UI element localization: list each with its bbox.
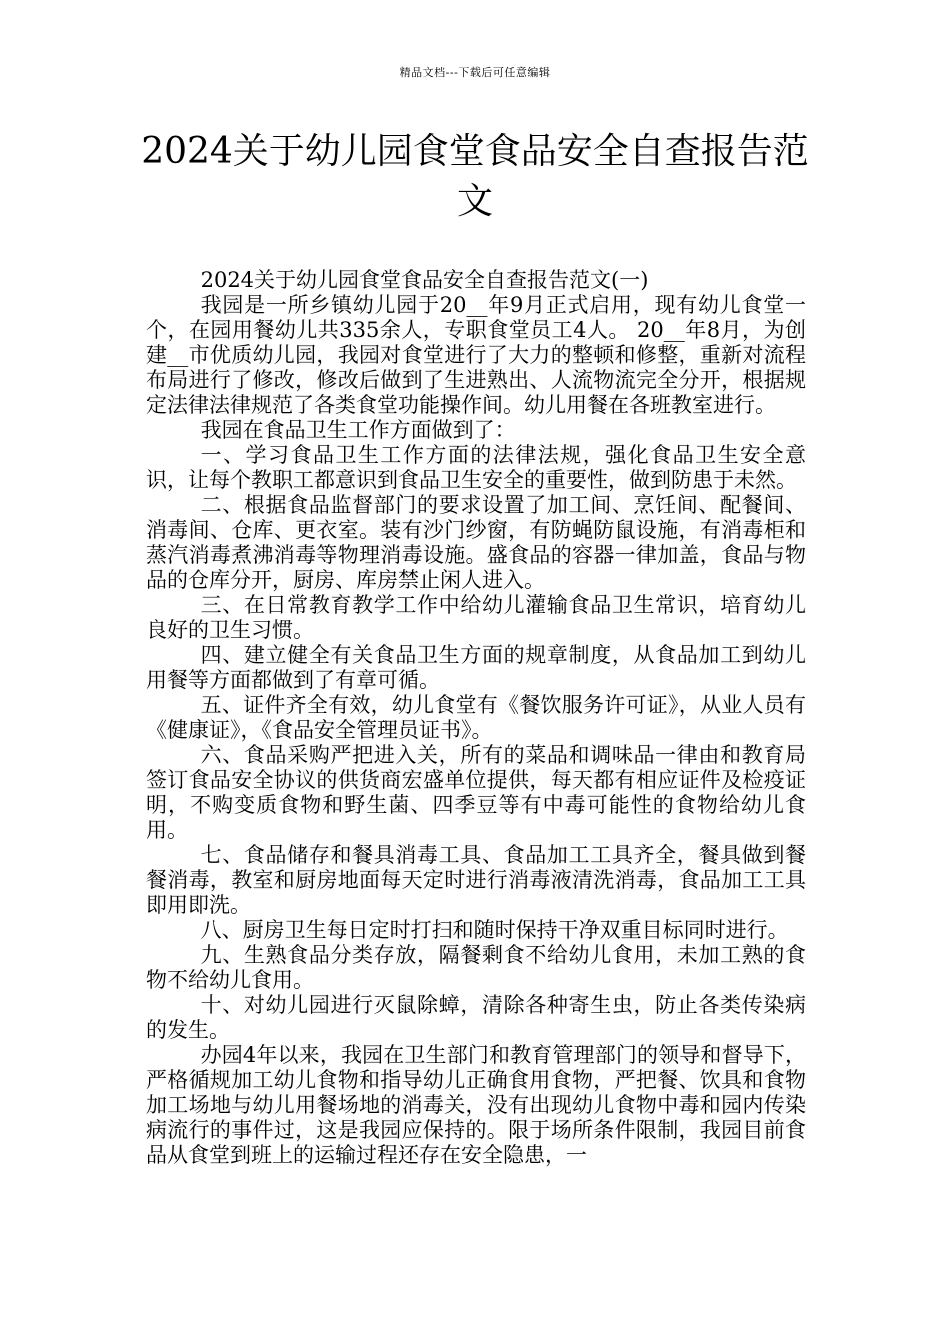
paragraph-subtitle: 2024关于幼儿园食堂食品安全自查报告范文(一) xyxy=(200,268,649,292)
paragraph: 二、根据食品监督部门的要求设置了加工间、烹饪间、配餐间、消毒间、仓库、更衣室。装有沙门纱窗，有防蝇防鼠设施，有消毒柜和蒸汽消毒煮沸消毒等物理消毒设施。盛食品的容器一律加盖，食品与物品的仓库分开，厨房、库房禁止闲人进入。 xyxy=(146,493,806,592)
paragraph: 六、食品采购严把进入关，所有的菜品和调味品一律由和教育局签订食品安全协议的供货商宏盛单位提供，每天都有相应证件及检疫证明，不购变质食物和野生菌、四季豆等有中毒可能性的食物给幼儿食用。 xyxy=(146,743,806,842)
paragraph: 我园是一所乡镇幼儿园于20__年9月正式启用，现有幼儿食堂一个，在园用餐幼儿共335余人，专职食堂员工4人。 20__年8月，为创建__市优质幼儿园，我园对食堂进行了大力的整顿和修整，重新对流程布局进行了修改，修改后做到了生进熟出、人流物流完全分开，根据规定法律法律规范了各类食堂功能操作间。幼儿用餐在各班教室进行。 xyxy=(146,293,806,417)
paragraph: 十、对幼儿园进行灭鼠除蟑，清除各种寄生虫，防止各类传染病的发生。 xyxy=(146,993,806,1042)
paragraph: 八、厨房卫生每日定时打扫和随时保持干净双重目标同时进行。 xyxy=(200,918,789,942)
header-note: 精品文档---下载后可任意编辑 xyxy=(399,66,551,79)
paragraph: 三、在日常教育教学工作中给幼儿灌输食品卫生常识，培育幼儿良好的卫生习惯。 xyxy=(146,593,806,642)
paragraph: 五、证件齐全有效，幼儿食堂有《餐饮服务许可证》，从业人员有《健康证》，《食品安全管理员证书》。 xyxy=(146,693,806,742)
paragraph: 四、建立健全有关食品卫生方面的规章制度，从食品加工到幼儿用餐等方面都做到了有章可循。 xyxy=(146,643,806,692)
paragraph: 七、食品储存和餐具消毒工具、食品加工工具齐全，餐具做到餐餐消毒，教室和厨房地面每天定时进行消毒液清洗消毒，食品加工工具即用即洗。 xyxy=(146,843,806,917)
paragraph: 办园4年以来，我园在卫生部门和教育管理部门的领导和督导下，严格循规加工幼儿食物和指导幼儿正确食用食物，严把餐、饮具和食物加工场地与幼儿用餐场地的消毒关，没有出现幼儿食物中毒和园内传染病流行的事件过，这是我园应保持的。限于场所条件限制，我园目前食品从食堂到班上的运输过程还存在安全隐患，一 xyxy=(146,1043,806,1167)
document-title: 2024关于幼儿园食堂食品安全自查报告范文 xyxy=(141,131,809,222)
paragraph: 一、学习食品卫生工作方面的法律法规，强化食品卫生安全意识，让每个教职工都意识到食品卫生安全的重要性，做到防患于未然。 xyxy=(146,443,806,492)
document-body xyxy=(146,268,806,1168)
paragraph: 九、生熟食品分类存放，隔餐剩食不给幼儿食用，未加工熟的食物不给幼儿食用。 xyxy=(146,943,806,992)
paragraph: 我园在食品卫生工作方面做到了： xyxy=(200,418,516,442)
